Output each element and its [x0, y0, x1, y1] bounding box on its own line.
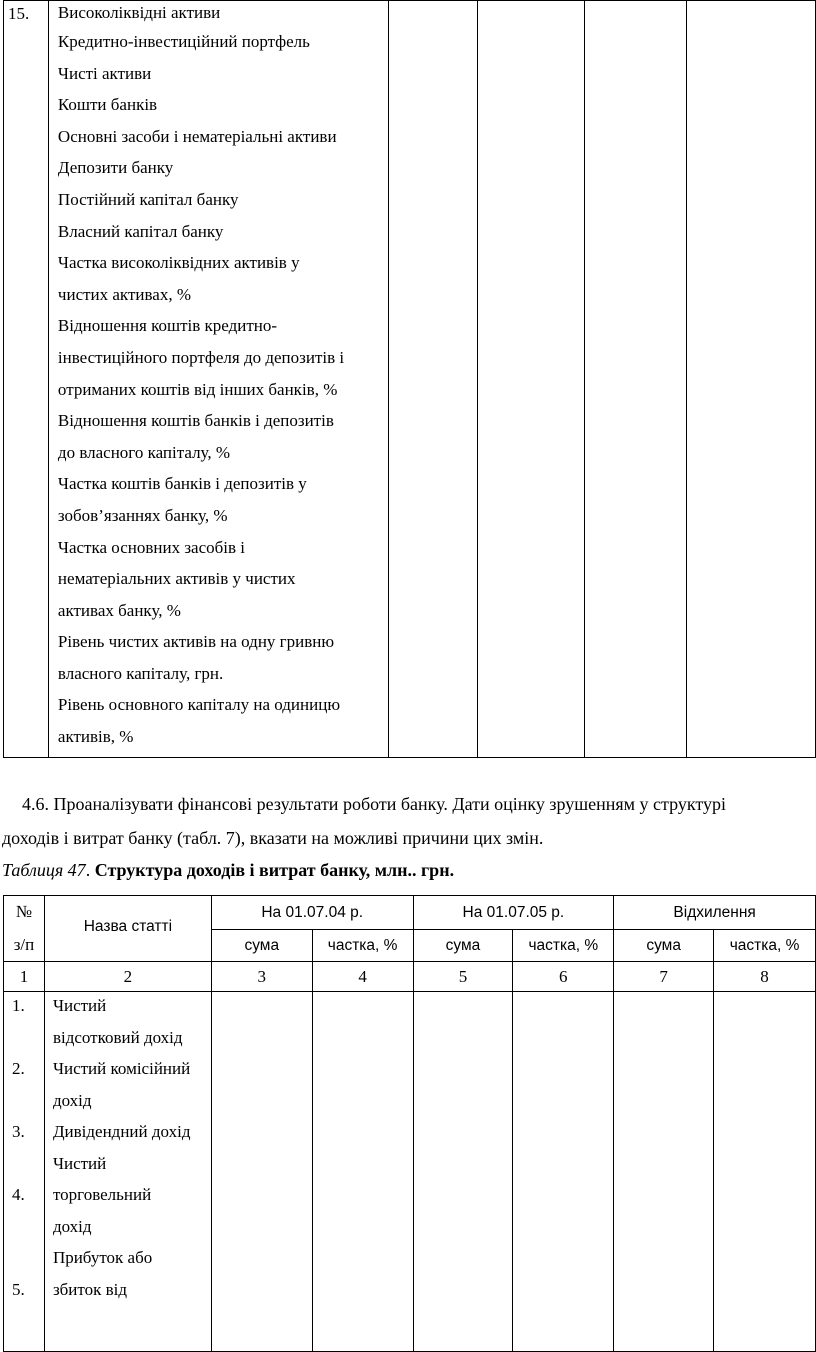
item-name-line: торговельний — [52, 1185, 152, 1204]
indicator-line: Депозити банку — [57, 158, 174, 178]
indicator-list-cell — [48, 1, 388, 758]
header-share: частка, % — [714, 930, 816, 962]
indicator-line: власного капіталу, грн. — [57, 663, 224, 683]
column-number: 1 — [4, 962, 45, 992]
row-number — [4, 1087, 44, 1119]
item-name-line: дохід — [52, 1090, 92, 1110]
column-number: 4 — [312, 962, 413, 992]
indicator-line: Власний капітал банку — [57, 221, 224, 241]
column-number: 6 — [513, 962, 614, 992]
item-name-line: відсотковий дохід — [52, 1027, 183, 1047]
header-deviation: Відхилення — [614, 896, 816, 930]
header-sum: сума — [614, 930, 714, 962]
item-name-line: Чистий — [52, 996, 107, 1015]
indicators-table — [3, 0, 816, 758]
task-text-line: доходів і витрат банку (табл. 7), вказати на можливі причини цих змін. — [2, 828, 544, 848]
indicator-line: Частка основних засобів і — [57, 537, 246, 557]
header-share: частка, % — [513, 930, 614, 962]
item-name-line: Прибуток або — [52, 1248, 153, 1267]
indicator-line: активах банку, % — [57, 600, 181, 620]
row-numbers-cell — [4, 992, 45, 1352]
value-cell — [513, 992, 614, 1352]
item-name-line: збиток від — [52, 1279, 128, 1299]
indicator-line: активів, % — [57, 727, 134, 747]
value-cell — [584, 1, 686, 758]
row-number — [4, 1024, 44, 1056]
row-number — [4, 1213, 44, 1245]
header-date-2004: На 01.07.04 р. — [211, 896, 413, 930]
indicator-line: Основні засоби і нематеріальні активи — [57, 126, 337, 146]
caption-separator: . — [85, 860, 95, 880]
header-number-sign: № — [15, 902, 33, 921]
indicator-line: Рівень чистих активів на одну гривню — [57, 632, 335, 652]
indicator-line: зобов’язаннях банку, % — [57, 505, 228, 525]
indicator-line: до власного капіталу, % — [57, 442, 231, 462]
header-sum: сума — [211, 930, 312, 962]
indicator-line: Відношення коштів кредитно- — [57, 316, 278, 336]
value-cell — [714, 992, 816, 1352]
item-name-line: Чистий — [52, 1153, 107, 1173]
header-number-abbr: з/п — [13, 935, 35, 954]
value-cell — [211, 992, 312, 1352]
indicator-line: Кредитно-інвестиційний портфель — [57, 32, 310, 51]
row-number: 2. — [12, 1059, 25, 1078]
indicator-line: Постійний капітал банку — [57, 189, 239, 209]
item-name-line: дохід — [52, 1216, 92, 1236]
header-share: частка, % — [312, 930, 413, 962]
table-caption — [2, 860, 454, 881]
indicator-line: чистих активах, % — [57, 284, 192, 304]
income-expense-table — [3, 895, 816, 1352]
caption-title: Структура доходів і витрат банку, млн.. грн. — [94, 860, 455, 880]
column-number: 7 — [614, 962, 714, 992]
header-number — [4, 896, 45, 962]
value-cell — [614, 992, 714, 1352]
value-cell — [686, 1, 816, 758]
indicator-line: Високоліквідні активи — [57, 3, 221, 22]
row-number — [4, 1150, 44, 1182]
header-item-name: Назва статті — [44, 896, 211, 962]
indicator-line: Відношення коштів банків і депозитів — [57, 411, 334, 431]
row-number: 15. — [8, 4, 30, 23]
indicator-line: Частка високоліквідних активів у — [57, 253, 300, 273]
column-number: 8 — [714, 962, 816, 992]
task-text-line: 4.6. Проаналізувати фінансові результати роботи банку. Дати оцінку зрушенням у структурі — [22, 794, 727, 814]
item-name-line: Дивідендний дохід — [52, 1122, 191, 1141]
value-cell — [413, 992, 513, 1352]
row-number: 1. — [12, 996, 25, 1015]
row-number: 5. — [12, 1279, 25, 1299]
header-date-2005: На 01.07.05 р. — [413, 896, 614, 930]
value-cell — [478, 1, 585, 758]
row-number — [4, 1244, 44, 1276]
indicator-line: нематеріальних активів у чистих — [57, 569, 296, 589]
indicator-line: Частка коштів банків і депозитів у — [57, 474, 307, 494]
row-names-cell — [44, 992, 211, 1352]
column-number: 5 — [413, 962, 513, 992]
caption-label: Таблиця 47 — [2, 860, 86, 880]
row-number: 4. — [12, 1185, 25, 1204]
value-cell — [388, 1, 478, 758]
indicator-line: Рівень основного капіталу на одиницю — [57, 695, 341, 715]
row-number-cell — [4, 1, 49, 758]
column-number: 2 — [44, 962, 211, 992]
header-sum: сума — [413, 930, 513, 962]
item-name-line: Чистий комісійний — [52, 1059, 191, 1078]
indicator-line: інвестиційного портфеля до депозитів і — [57, 347, 345, 367]
indicator-line: Кошти банків — [57, 95, 158, 115]
indicator-line: отриманих коштів від інших банків, % — [57, 379, 338, 399]
column-number: 3 — [211, 962, 312, 992]
indicator-line: Чисті активи — [57, 63, 152, 83]
value-cell — [312, 992, 413, 1352]
row-number: 3. — [12, 1122, 25, 1141]
